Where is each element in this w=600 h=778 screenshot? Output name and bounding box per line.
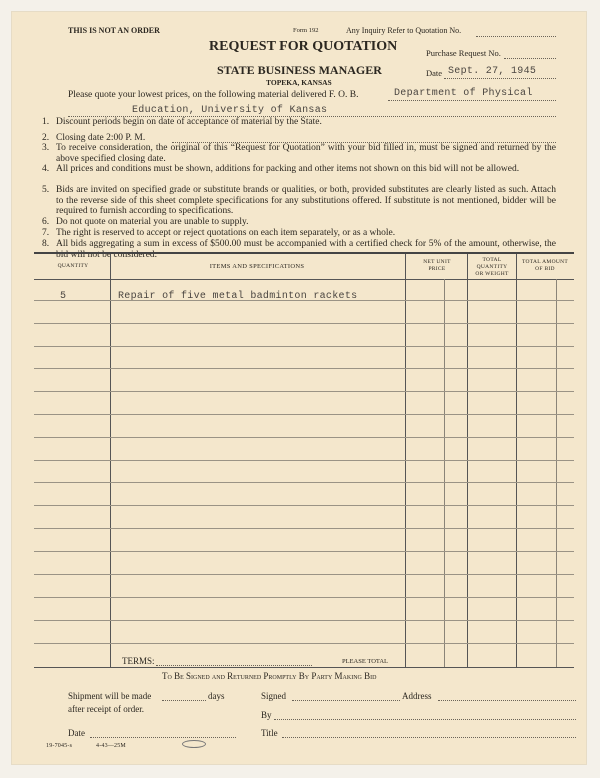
address-label: Address xyxy=(402,691,432,701)
table-row xyxy=(34,414,574,415)
condition-2: 2. Closing date 2:00 P. M. xyxy=(42,133,146,143)
quotation-form xyxy=(12,12,586,764)
table-row xyxy=(34,620,574,621)
fob-destination-line1[interactable]: Department of Physical xyxy=(394,88,533,99)
table-row xyxy=(34,460,574,461)
agency-name: STATE BUSINESS MANAGER xyxy=(217,63,382,77)
table-row xyxy=(34,482,574,483)
table-row xyxy=(34,368,574,369)
table-row xyxy=(34,643,574,644)
address-line[interactable] xyxy=(438,700,576,701)
condition-6: 6. Do not quote on material you are unable to supply. xyxy=(42,217,249,227)
header-total-amount: TOTAL AMOUNT OF BID xyxy=(521,259,569,272)
purchase-request-line[interactable] xyxy=(504,58,556,59)
please-total-label: PLEASE TOTAL xyxy=(342,658,389,665)
shipment-label: Shipment will be made xyxy=(68,691,152,701)
purchase-request-label: Purchase Request No. xyxy=(426,48,501,58)
quotation-number-line[interactable] xyxy=(476,36,556,37)
date-line xyxy=(444,78,556,79)
row-1-quantity[interactable]: 5 xyxy=(60,291,67,302)
header-quantity: QUANTITY xyxy=(57,263,89,269)
shipment-days-line[interactable] xyxy=(162,700,206,701)
form-code: 19-7045-s xyxy=(46,743,73,749)
terms-line[interactable] xyxy=(156,665,312,666)
table-row xyxy=(34,346,574,347)
print-code: 4-43—25M xyxy=(96,743,126,749)
fob-line-1 xyxy=(388,100,556,101)
union-label-seal xyxy=(182,740,206,748)
form-number: Form 192 xyxy=(293,27,319,34)
header-unit-price: NET UNIT PRICE xyxy=(423,259,451,272)
table-row xyxy=(34,528,574,529)
row-1-item[interactable]: Repair of five metal badminton rackets xyxy=(118,291,358,302)
terms-label: TERMS: xyxy=(122,656,155,666)
condition-3: 3. To receive consideration, the original of this “Request for Quotation” with your bid filled in, must be signed and returned by the above specified closing date. xyxy=(42,143,556,164)
table-row xyxy=(34,551,574,552)
date-sign-line[interactable] xyxy=(90,737,236,738)
condition-8: 8. All bids aggregating a sum in excess of $500.00 must be accompanied with a certified check for 5% of the amount, otherwise, the bid will not be considered. xyxy=(42,239,556,260)
form-title: REQUEST FOR QUOTATION xyxy=(209,39,398,54)
table-row xyxy=(34,597,574,598)
signed-line[interactable] xyxy=(292,700,400,701)
date-sign-label: Date xyxy=(68,728,85,738)
condition-7: 7. The right is reserved to accept or reject quotations on each item separately, or as a whole. xyxy=(42,228,396,238)
table-top-border xyxy=(34,252,574,254)
condition-4: 4. All prices and conditions must be shown, additions for packing and other items not shown on this bid will not be allowed. xyxy=(42,164,520,174)
not-an-order-notice: THIS IS NOT AN ORDER xyxy=(68,26,160,35)
header-items: ITEMS AND SPECIFICATIONS xyxy=(209,263,305,270)
intro-text: Please quote your lowest prices, on the following material delivered F. O. B. xyxy=(68,90,359,100)
title-label: Title xyxy=(261,728,278,738)
agency-city: TOPEKA, KANSAS xyxy=(266,78,332,87)
table-row xyxy=(34,437,574,438)
table-header-border xyxy=(34,279,574,280)
inquiry-label: Any Inquiry Refer to Quotation No. xyxy=(346,26,462,35)
table-row xyxy=(34,574,574,575)
condition-1: 1. Discount periods begin on date of acceptance of material by the State. xyxy=(42,117,322,127)
condition-5: 5. Bids are invited on specified grade or substitute brands or qualities, or both, provided substitutes are clearly listed as such. Attach to the reverse side of this sheet complete specifications for any substitutions offered. If substitute is not mentioned, bidder will be required to furnish according to specifications. xyxy=(42,185,556,216)
col-divider-price-cents xyxy=(444,279,445,667)
table-bottom-border xyxy=(34,667,574,668)
after-receipt-label: after receipt of order. xyxy=(68,704,144,714)
table-row xyxy=(34,391,574,392)
by-line[interactable] xyxy=(274,719,576,720)
date-label: Date xyxy=(426,68,443,78)
signed-label: Signed xyxy=(261,691,287,701)
sign-notice: To Be Signed and Returned Promptly By Party Making Bid xyxy=(162,671,377,681)
table-row xyxy=(34,505,574,506)
header-total-qty: TOTAL QUANTITY OR WEIGHT xyxy=(475,257,509,277)
title-line[interactable] xyxy=(282,737,576,738)
days-label: days xyxy=(208,691,225,701)
col-divider-amount-cents xyxy=(556,279,557,667)
date-value[interactable]: Sept. 27, 1945 xyxy=(448,66,537,77)
fob-destination-line2[interactable]: Education, University of Kansas xyxy=(132,105,328,116)
by-label: By xyxy=(261,710,272,720)
table-row xyxy=(34,323,574,324)
